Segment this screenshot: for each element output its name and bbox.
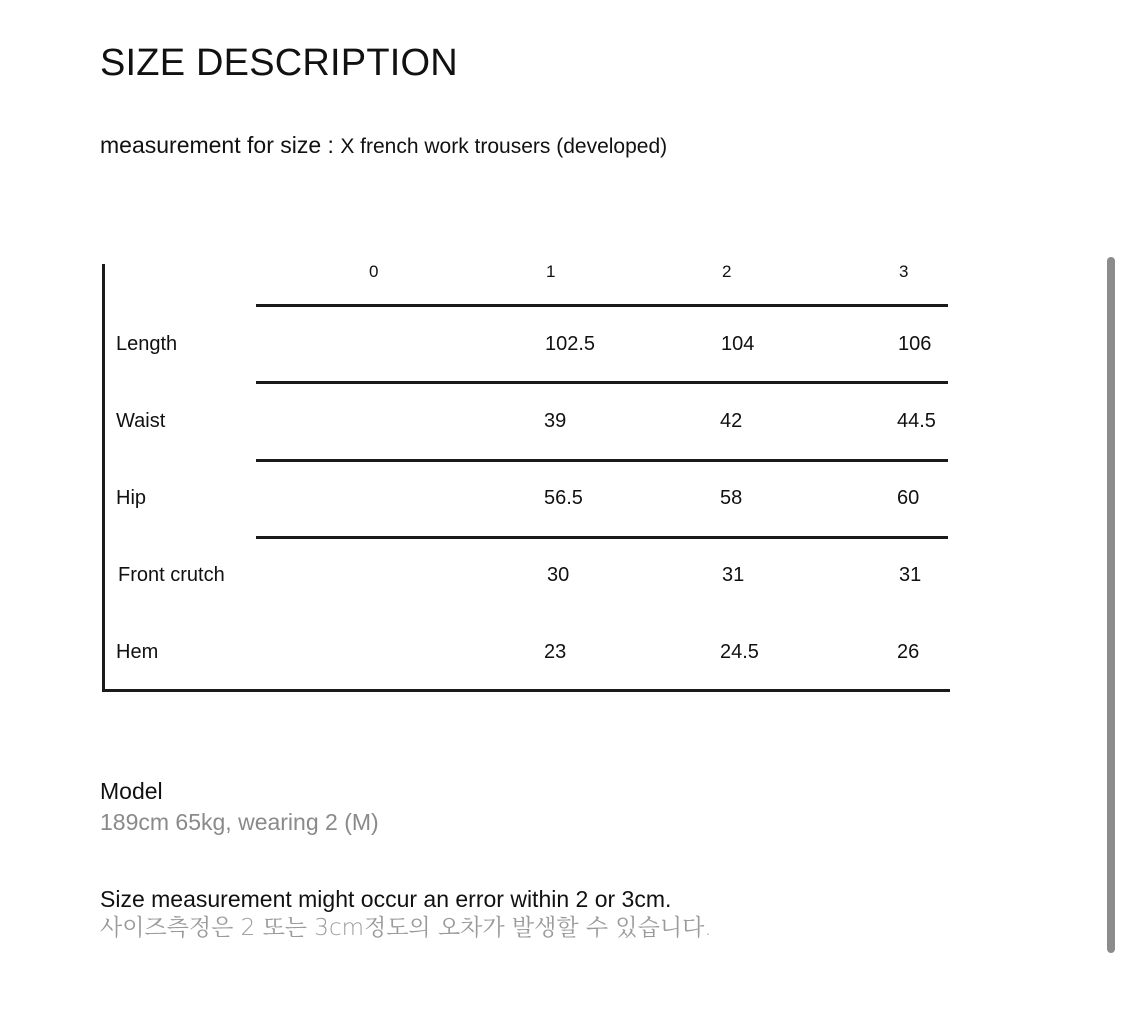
measurement-subtitle xyxy=(100,131,667,161)
cell-hem-2: 24.5 xyxy=(720,641,759,663)
table-bottom-border xyxy=(102,689,950,692)
row-label-front-crutch: Front crutch xyxy=(118,564,225,586)
size-note-korean: 사이즈측정은 2 또는 3cm정도의 오차가 발생할 수 있습니다. xyxy=(100,915,712,941)
size-header-3: 3 xyxy=(899,262,909,281)
table-divider xyxy=(256,536,948,539)
cell-front-crutch-1: 30 xyxy=(547,564,570,586)
cell-length-3: 106 xyxy=(898,333,932,355)
model-label: Model xyxy=(100,778,163,804)
product-name: X french work trousers (developed) xyxy=(340,135,668,158)
row-label-hem: Hem xyxy=(116,641,159,663)
table-divider xyxy=(256,304,948,307)
vertical-scrollbar[interactable] xyxy=(1107,257,1115,953)
size-header-2: 2 xyxy=(722,262,732,281)
cell-front-crutch-2: 31 xyxy=(722,564,745,586)
row-label-length: Length xyxy=(116,333,178,355)
cell-hem-1: 23 xyxy=(544,641,567,663)
table-divider xyxy=(256,459,948,462)
cell-waist-3: 44.5 xyxy=(897,410,936,432)
subtitle-prefix: measurement for size : xyxy=(100,132,341,158)
cell-length-2: 104 xyxy=(721,333,755,355)
cell-waist-2: 42 xyxy=(720,410,743,432)
table-divider xyxy=(256,381,948,384)
cell-hip-2: 58 xyxy=(720,487,743,509)
size-header-1: 1 xyxy=(546,262,556,281)
row-label-hip: Hip xyxy=(116,487,147,509)
cell-waist-1: 39 xyxy=(544,410,567,432)
size-header-0: 0 xyxy=(369,262,379,281)
model-info: 189cm 65kg, wearing 2 (M) xyxy=(100,809,379,835)
cell-hem-3: 26 xyxy=(897,641,920,663)
table-left-border xyxy=(102,264,105,691)
cell-front-crutch-3: 31 xyxy=(899,564,922,586)
page-title: SIZE DESCRIPTION xyxy=(100,42,458,84)
row-label-waist: Waist xyxy=(116,410,166,432)
cell-length-1: 102.5 xyxy=(545,333,596,355)
cell-hip-3: 60 xyxy=(897,487,920,509)
size-note-english: Size measurement might occur an error within 2 or 3cm. xyxy=(100,886,672,912)
cell-hip-1: 56.5 xyxy=(544,487,583,509)
